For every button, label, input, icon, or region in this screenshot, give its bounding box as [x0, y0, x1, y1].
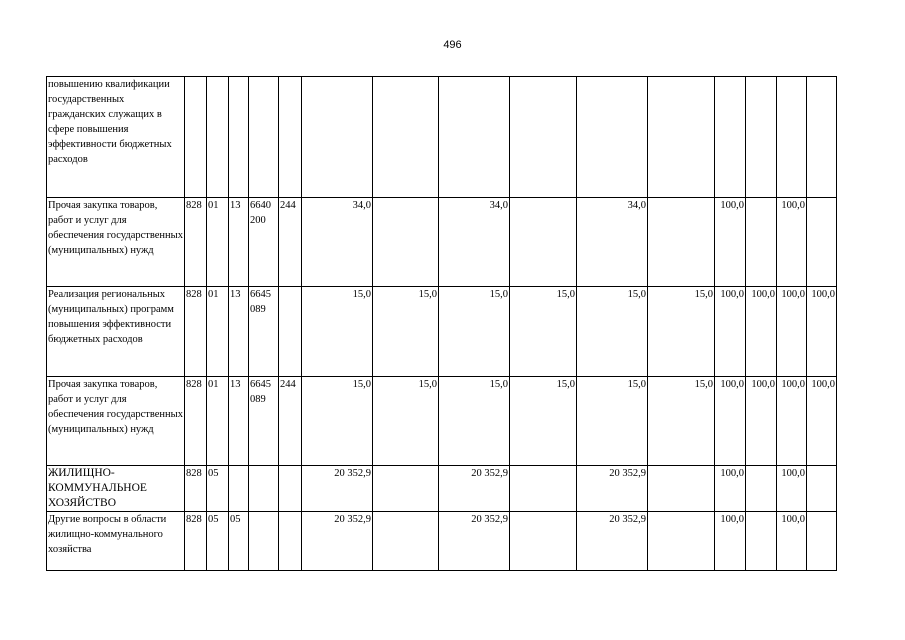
row-name-cell: Другие вопросы в области жилищно-коммунального хозяйства	[47, 512, 185, 571]
amount-cell	[648, 77, 715, 198]
table-row	[47, 287, 837, 377]
amount-cell	[510, 77, 577, 198]
ministry-code-cell: 828	[185, 466, 207, 512]
ministry-code-cell: 828	[185, 512, 207, 571]
amount-cell: 20 352,9	[439, 512, 510, 571]
amount-cell	[510, 198, 577, 287]
ministry-code-cell: 828	[185, 377, 207, 466]
amount-cell: 15,0	[648, 287, 715, 377]
percent-cell: 100,0	[807, 377, 837, 466]
amount-cell: 15,0	[373, 287, 439, 377]
amount-cell	[439, 77, 510, 198]
amount-cell: 15,0	[439, 287, 510, 377]
table-row	[47, 466, 837, 512]
subsection-code-cell: 13	[229, 377, 249, 466]
expense-type-code-cell	[279, 77, 302, 198]
percent-cell: 100,0	[777, 377, 807, 466]
percent-cell	[807, 466, 837, 512]
amount-cell	[373, 198, 439, 287]
subsection-code-cell: 13	[229, 287, 249, 377]
amount-cell	[577, 77, 648, 198]
percent-cell	[807, 198, 837, 287]
amount-cell	[648, 198, 715, 287]
target-article-code-cell: 6645 089	[249, 287, 279, 377]
section-code-cell: 01	[207, 377, 229, 466]
amount-cell	[648, 466, 715, 512]
percent-cell: 100,0	[715, 466, 746, 512]
row-name-cell: ЖИЛИЩНО-КОММУНАЛЬНОЕ ХОЗЯЙСТВО	[47, 466, 185, 512]
subsection-code-cell: 05	[229, 512, 249, 571]
amount-cell: 34,0	[577, 198, 648, 287]
table-row	[47, 512, 837, 571]
amount-cell	[302, 77, 373, 198]
percent-cell: 100,0	[715, 198, 746, 287]
amount-cell: 34,0	[439, 198, 510, 287]
subsection-code-cell	[229, 466, 249, 512]
percent-cell: 100,0	[715, 377, 746, 466]
percent-cell	[807, 77, 837, 198]
row-name-cell: Прочая закупка товаров, работ и услуг для обеспечения государственных (муниципальных) нужд	[47, 377, 185, 466]
amount-cell	[648, 512, 715, 571]
expense-type-code-cell: 244	[279, 198, 302, 287]
amount-cell	[373, 466, 439, 512]
amount-cell: 15,0	[577, 287, 648, 377]
ministry-code-cell: 828	[185, 198, 207, 287]
section-code-cell: 05	[207, 466, 229, 512]
table-row	[47, 77, 837, 198]
row-name-cell: Реализация региональных (муниципальных) программ повышения эффективности бюджетных расходов	[47, 287, 185, 377]
amount-cell	[373, 77, 439, 198]
amount-cell: 20 352,9	[577, 466, 648, 512]
percent-cell	[777, 77, 807, 198]
percent-cell	[746, 466, 777, 512]
percent-cell	[746, 512, 777, 571]
table-body	[47, 77, 837, 571]
subsection-code-cell: 13	[229, 198, 249, 287]
amount-cell: 15,0	[648, 377, 715, 466]
target-article-code-cell: 6640 200	[249, 198, 279, 287]
amount-cell: 34,0	[302, 198, 373, 287]
amount-cell: 15,0	[302, 287, 373, 377]
row-name-cell: Прочая закупка товаров, работ и услуг для обеспечения государственных (муниципальных) нужд	[47, 198, 185, 287]
subsection-code-cell	[229, 77, 249, 198]
target-article-code-cell	[249, 466, 279, 512]
amount-cell	[510, 466, 577, 512]
ministry-code-cell	[185, 77, 207, 198]
section-code-cell: 01	[207, 287, 229, 377]
amount-cell: 15,0	[510, 377, 577, 466]
amount-cell: 20 352,9	[302, 512, 373, 571]
target-article-code-cell: 6645 089	[249, 377, 279, 466]
percent-cell: 100,0	[746, 377, 777, 466]
amount-cell: 15,0	[439, 377, 510, 466]
page-number: 496	[443, 39, 462, 51]
percent-cell: 100,0	[715, 512, 746, 571]
percent-cell: 100,0	[777, 198, 807, 287]
amount-cell: 15,0	[302, 377, 373, 466]
expense-type-code-cell	[279, 466, 302, 512]
percent-cell: 100,0	[777, 287, 807, 377]
section-code-cell	[207, 77, 229, 198]
target-article-code-cell	[249, 77, 279, 198]
expense-type-code-cell: 244	[279, 377, 302, 466]
expense-type-code-cell	[279, 512, 302, 571]
amount-cell: 20 352,9	[577, 512, 648, 571]
percent-cell	[807, 512, 837, 571]
row-name-cell: повышению квалификации государственных гражданских служащих в сфере повышения эффективности бюджетных расходов	[47, 77, 185, 198]
percent-cell: 100,0	[777, 466, 807, 512]
ministry-code-cell: 828	[185, 287, 207, 377]
amount-cell: 20 352,9	[302, 466, 373, 512]
amount-cell: 20 352,9	[439, 466, 510, 512]
amount-cell	[373, 512, 439, 571]
percent-cell	[715, 77, 746, 198]
section-code-cell: 01	[207, 198, 229, 287]
percent-cell: 100,0	[746, 287, 777, 377]
percent-cell	[746, 198, 777, 287]
section-code-cell: 05	[207, 512, 229, 571]
table-row	[47, 198, 837, 287]
table-row	[47, 377, 837, 466]
percent-cell: 100,0	[715, 287, 746, 377]
amount-cell: 15,0	[510, 287, 577, 377]
amount-cell: 15,0	[577, 377, 648, 466]
budget-table	[46, 76, 837, 571]
amount-cell	[510, 512, 577, 571]
expense-type-code-cell	[279, 287, 302, 377]
target-article-code-cell	[249, 512, 279, 571]
amount-cell: 15,0	[373, 377, 439, 466]
percent-cell: 100,0	[777, 512, 807, 571]
percent-cell: 100,0	[807, 287, 837, 377]
percent-cell	[746, 77, 777, 198]
